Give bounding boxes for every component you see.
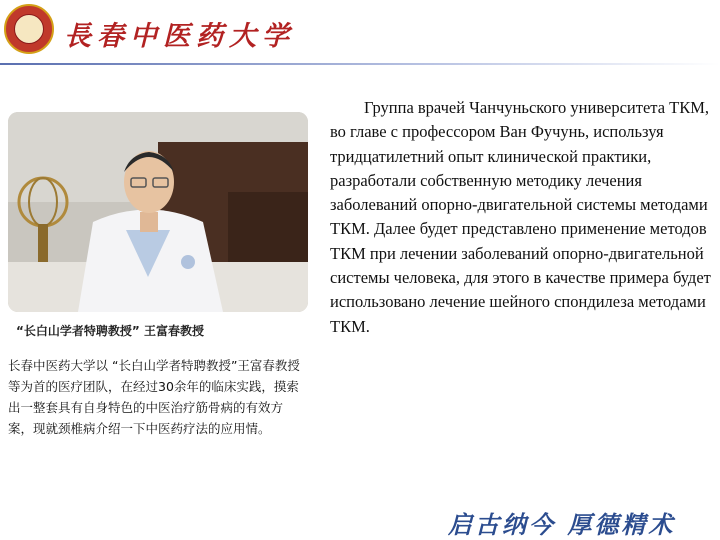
university-name: 長春中医药大学 — [64, 21, 295, 52]
professor-photo — [8, 112, 308, 312]
university-logo-icon — [4, 4, 54, 54]
intro-description: 长春中医药大学以 “长白山学者特聘教授”王富春教授等为首的医疗团队，在经过30余年的临床实践，摸索出一整套具有自身特色的中医治疗筋骨病的有效方案，现就颈椎病介绍一下中医药疗法的应用情。 — [8, 358, 300, 436]
main-paragraph-text: Группа врачей Чанчуньского университета ТКМ, во главе с профессором Ван Фучунь, используя тридцатилетний опыт клинической практики, разработали собственную методику лечения заболеваний опорно-двигательной системы методами ТКМ. Далее будет представлено применение методов ТКМ при лечении заболеваний опорно-двигательной системы человека, для этого в качестве примера будет использовано лечение шейного спондилеза методами ТКМ. — [330, 98, 711, 336]
main-paragraph — [330, 96, 718, 339]
header — [0, 0, 720, 64]
university-motto: 启古纳今 厚德精术 — [448, 510, 676, 539]
header-divider — [0, 63, 720, 65]
photo-caption: “长白山学者特聘教授” 王富春教授 — [16, 324, 204, 338]
